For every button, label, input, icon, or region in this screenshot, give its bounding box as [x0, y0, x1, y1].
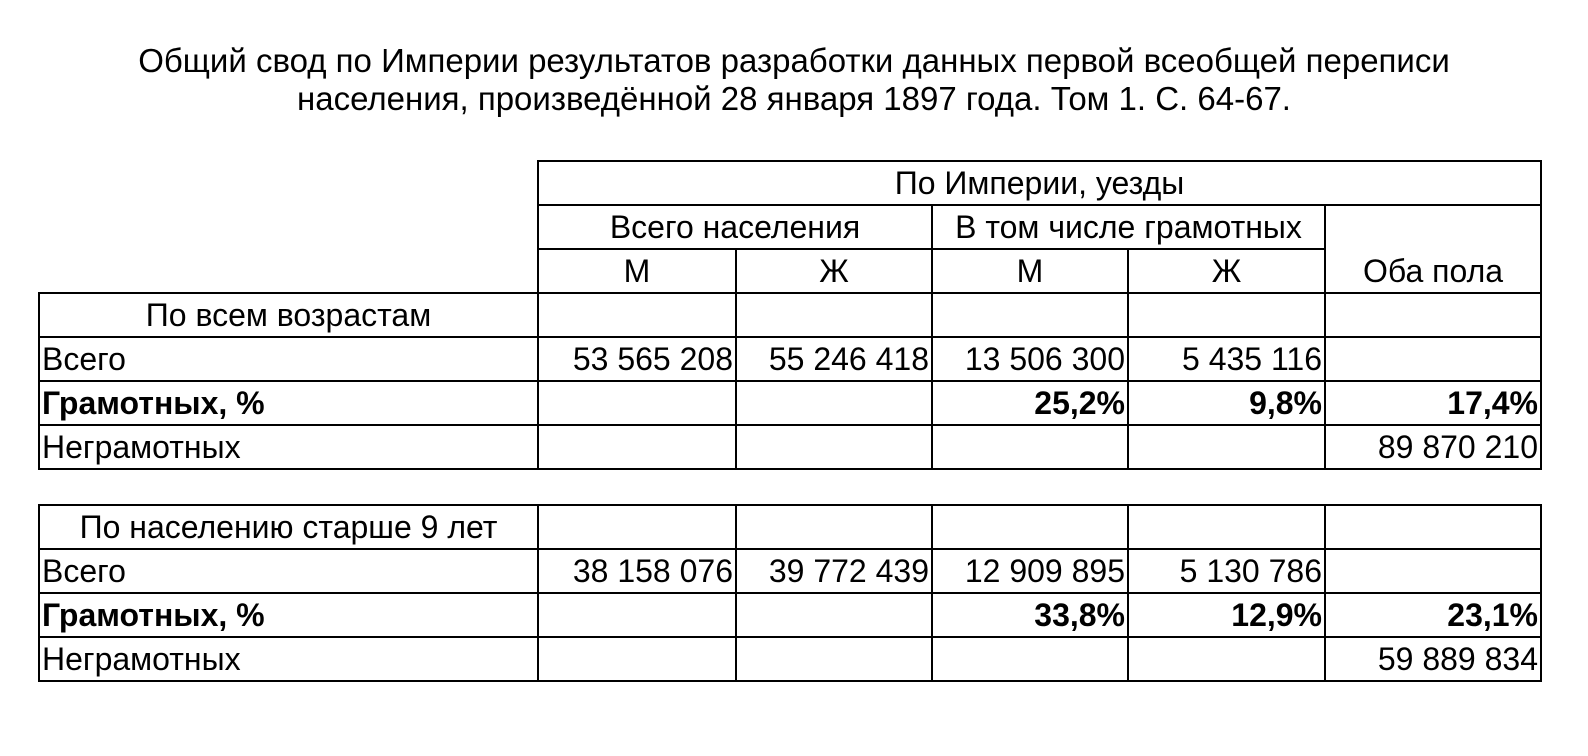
title-line-1: Общий свод по Империи результатов разработки данных первой всеобщей переписи: [138, 42, 1450, 79]
header-row-categories: [39, 205, 1541, 249]
literate-pct-m: 33,8%: [932, 593, 1128, 637]
row-label: Всего: [39, 337, 538, 381]
header-col-lit-f: Ж: [1128, 249, 1325, 293]
header-col-f: Ж: [736, 249, 932, 293]
literate-f: 5 130 786: [1128, 549, 1325, 593]
illiterate-both: 89 870 210: [1325, 425, 1541, 469]
document-title: [0, 42, 1588, 118]
table-row: [39, 593, 1541, 637]
row-label: Неграмотных: [39, 425, 538, 469]
row-label: Грамотных, %: [39, 593, 538, 637]
literate-pct-f: 9,8%: [1128, 381, 1325, 425]
table-row: [39, 381, 1541, 425]
header-row-group: [39, 161, 1541, 205]
literate-pct-both: 17,4%: [1325, 381, 1541, 425]
header-col-m: М: [538, 249, 736, 293]
header-group-cell: По Империи, уезды: [538, 161, 1541, 205]
literate-pct-both: 23,1%: [1325, 593, 1541, 637]
section-heading: По всем возрастам: [39, 293, 538, 337]
header-col-both: Оба пола: [1325, 249, 1541, 293]
table-row: [39, 337, 1541, 381]
census-table-all-ages: [38, 160, 1542, 470]
header-row-sex: [39, 249, 1541, 293]
header-literate: В том числе грамотных: [932, 205, 1325, 249]
literate-pct-f: 12,9%: [1128, 593, 1325, 637]
table-row: [39, 425, 1541, 469]
literate-f: 5 435 116: [1128, 337, 1325, 381]
title-line-2: населения, произведённой 28 января 1897 года. Том 1. С. 64-67.: [297, 80, 1291, 117]
table-row: [39, 637, 1541, 681]
total-f: 39 772 439: [736, 549, 932, 593]
illiterate-both: 59 889 834: [1325, 637, 1541, 681]
literate-m: 13 506 300: [932, 337, 1128, 381]
section-heading-row: [39, 293, 1541, 337]
row-label: Грамотных, %: [39, 381, 538, 425]
total-f: 55 246 418: [736, 337, 932, 381]
total-m: 53 565 208: [538, 337, 736, 381]
section-heading-row: [39, 505, 1541, 549]
section-heading: По населению старше 9 лет: [39, 505, 538, 549]
total-m: 38 158 076: [538, 549, 736, 593]
literate-m: 12 909 895: [932, 549, 1128, 593]
row-label: Всего: [39, 549, 538, 593]
header-total-population: Всего населения: [538, 205, 932, 249]
table-row: [39, 549, 1541, 593]
row-label: Неграмотных: [39, 637, 538, 681]
census-table-over-9: [38, 504, 1542, 682]
header-col-lit-m: М: [932, 249, 1128, 293]
literate-pct-m: 25,2%: [932, 381, 1128, 425]
